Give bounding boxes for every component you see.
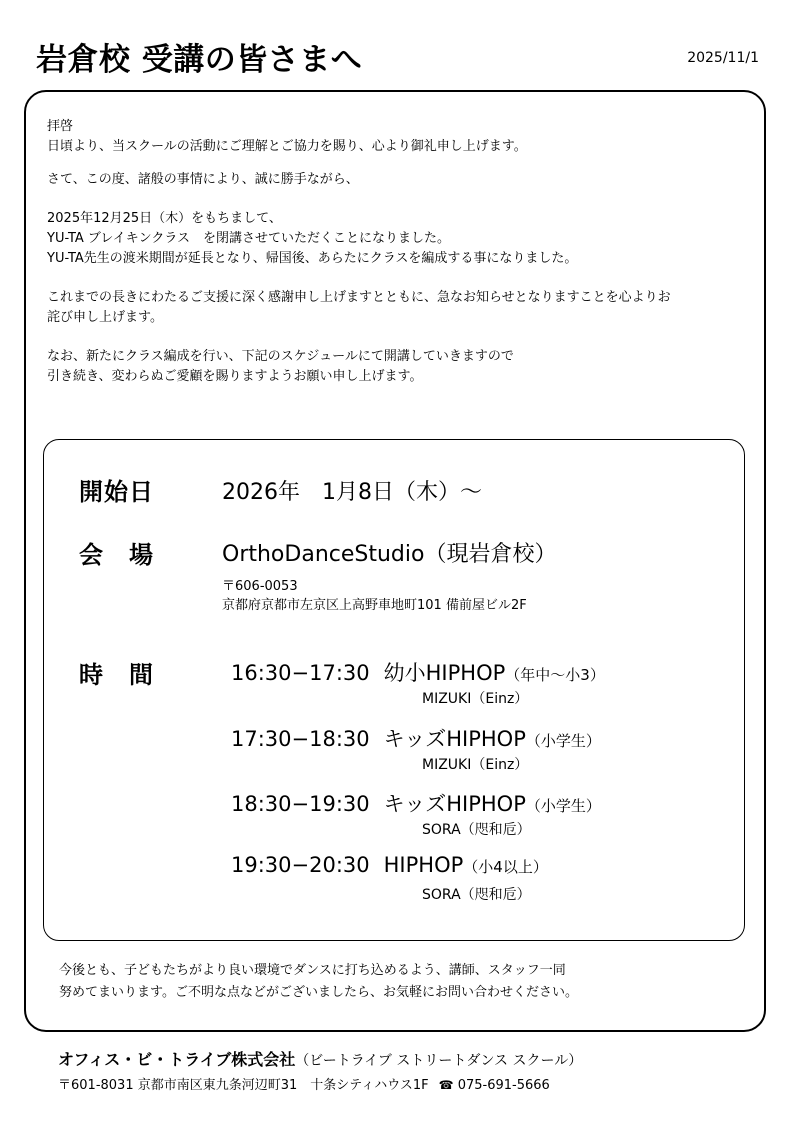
slot-class: キッズHIPHOP [383,792,526,816]
slot-instructor: SORA（咫和卮） [422,887,531,903]
start-date-value: 2026年 1月8日（木）～ [222,480,482,505]
letter-body [47,117,757,387]
slot-time: 19:30−20:30 [231,853,370,877]
company-address [58,1074,550,1093]
venue-value: OrthoDanceStudio（現岩倉校） [222,542,557,567]
company-name-text: オフィス・ビ・トライブ株式会社 [58,1050,296,1069]
letter-line: なお、新たにクラス編成を行い、下記のスケジュールにて開講していきますので [47,349,514,364]
address-text: 〒601-8031 京都市南区東九条河辺町31 十条シティハウス1F [58,1078,429,1093]
venue-zip: 〒606-0053 [222,579,298,594]
letter-line: 日頃より、当スクールの活動にご理解とご協力を賜り、心より御礼申し上げます。 [47,139,527,154]
class-slot [231,853,548,877]
slot-target: （小学生） [525,797,601,815]
slot-class: 幼小HIPHOP [383,661,506,685]
closing-message [59,960,749,1004]
start-date-label: 開始日 [79,478,154,506]
letter-line: 2025年12月25日（木）をもちまして、 [47,211,282,226]
class-slot [231,788,601,818]
slot-target: （年中～小3） [505,666,605,684]
venue-address: 京都府京都市左京区上高野車地町101 備前屋ビル2F [222,598,527,613]
slot-time: 16:30−17:30 [231,661,370,685]
class-slot [231,723,601,753]
phone-icon: ☎ [438,1078,454,1092]
closing-line: 努めてまいります。ご不明な点などがございましたら、お気軽にお問い合わせください。 [59,985,578,1000]
letter-line: さて、この度、諸般の事情により、誠に勝手ながら、 [47,172,359,187]
time-label: 時 間 [79,661,154,689]
slot-class: キッズHIPHOP [383,727,526,751]
letter-line: 引き続き、変わらぬご愛顧を賜りますようお願い申し上げます。 [47,369,423,384]
phone-number: 075-691-5666 [457,1078,550,1093]
slot-target: （小学生） [525,732,601,750]
slot-instructor: SORA（咫和卮） [422,822,531,838]
slot-time: 17:30−18:30 [231,727,370,751]
venue-label: 会 場 [79,541,154,569]
page-title: 岩倉校 受講の皆さまへ [36,42,363,78]
closing-line: 今後とも、子どもたちがより良い環境でダンスに打ち込めるよう、講師、スタッフ一同 [59,963,566,978]
class-slot [231,657,605,687]
slot-class: HIPHOP [383,853,464,877]
slot-time: 18:30−19:30 [231,792,370,816]
slot-target: （小4以上） [463,858,548,876]
letter-line: YU-TA ブレイキンクラス を閉講させていただくことになりました。 [47,231,450,246]
slot-instructor: MIZUKI（Einz） [422,691,529,707]
letter-line: 拝啓 [47,119,74,134]
slot-instructor: MIZUKI（Einz） [422,757,529,773]
letter-line: これまでの長きにわたるご支援に深く感謝申し上げますとともに、急なお知らせとなりますことを心よりお [47,290,671,305]
letter-line: YU-TA先生の渡米期間が延長となり、帰国後、あらたにクラスを編成する事になりました。 [47,251,578,266]
issue-date: 2025/11/1 [687,50,759,66]
company-subtitle: （ビートライブ ストリートダンス スクール） [295,1053,583,1069]
company-name [58,1047,582,1070]
letter-line: 詫び申し上げます。 [47,310,163,325]
